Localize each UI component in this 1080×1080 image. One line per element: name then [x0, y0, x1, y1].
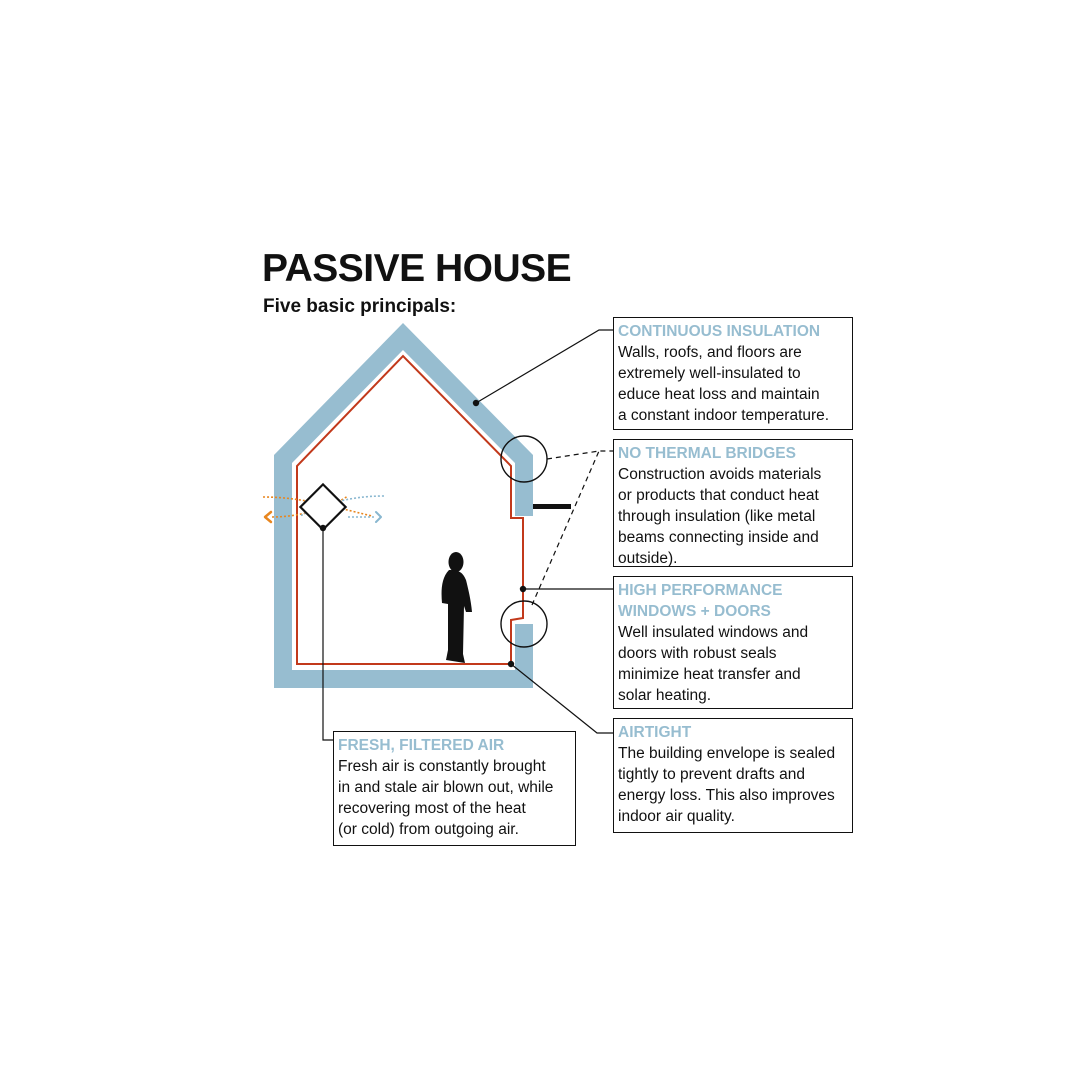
callout-heading: AIRTIGHT [618, 724, 692, 741]
callout-continuous-insulation [613, 317, 853, 430]
fresh-air-leader-dot [320, 525, 326, 531]
windows-leader-dot [520, 586, 526, 592]
airtight-leader-dot [508, 661, 514, 667]
callout-heading: HIGH PERFORMANCE WINDOWS + DOORS [618, 582, 783, 620]
person-silhouette-icon [442, 552, 472, 663]
callout-body: Well insulated windows and doors with robust seals minimize heat transfer and solar heating. [618, 624, 809, 704]
fresh-air-leader-line [323, 528, 333, 740]
callout-fresh-filtered-air [333, 731, 576, 846]
page-title: PASSIVE HOUSE [262, 247, 572, 290]
page-subtitle: Five basic principals: [263, 296, 457, 317]
insulation-leader-line [476, 330, 613, 403]
callout-body: Walls, roofs, and floors are extremely well-insulated to educe heat loss and maintain a constant indoor temperature. [618, 344, 830, 424]
thermal-bridge-beam [533, 504, 571, 509]
diamond-icon [300, 484, 345, 529]
callout-body: Fresh air is constantly brought in and stale air blown out, while recovering most of the heat (or cold) from outgoing air. [338, 758, 554, 838]
arrow-right-icon [376, 512, 381, 522]
insulation-leader-dot [473, 400, 479, 406]
callout-no-thermal-bridges [613, 439, 853, 567]
thermal-bridge-leader-top [547, 451, 613, 459]
window-frame [515, 624, 533, 644]
callout-airtight [613, 718, 853, 833]
callout-heading: NO THERMAL BRIDGES [618, 445, 796, 462]
callout-heading: CONTINUOUS INSULATION [618, 323, 821, 340]
callout-high-performance-windows [613, 576, 853, 709]
callout-body: Construction avoids materials or products that conduct heat through insulation (like metal beams connecting inside and outside). [618, 466, 822, 567]
callout-body: The building envelope is sealed tightly to prevent drafts and energy loss. This also improves indoor air quality. [618, 745, 836, 825]
callout-heading: FRESH, FILTERED AIR [338, 737, 505, 754]
arrow-left-icon [265, 512, 271, 522]
